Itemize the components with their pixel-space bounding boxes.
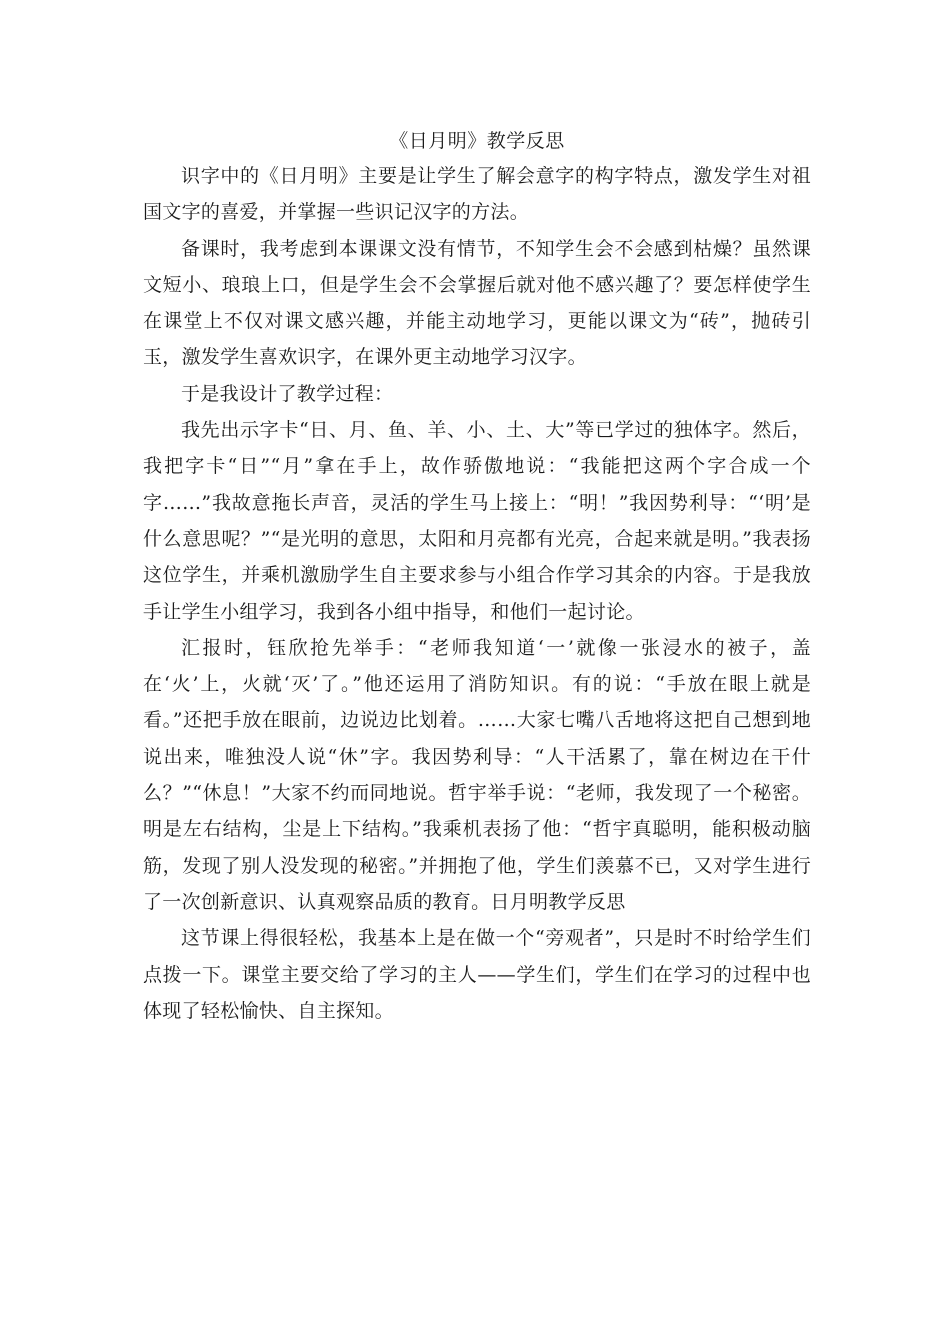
paragraph-process: 我先出示字卡“日、月、鱼、羊、小、土、大”等已学过的独体字。然后，我把字卡“日”“月”拿在手上，故作骄傲地说：“我能把这两个字合成一个字……”我故意拖长声音，灵活的学生马上接上：“明！”我因势利导：“‘明’是什么意思呢？”“是光明的意思，太阳和月亮都有光亮，合起来就是明。”我表扬这位学生，并乘机激励学生自主要求参与小组合作学习其余的内容。于是我放手让学生小组学习，我到各小组中指导，和他们一起讨论。 (143, 419, 811, 623)
document-body (143, 124, 811, 1029)
paragraph-preparation: 备课时，我考虑到本课课文没有情节，不知学生会不会感到枯燥？虽然课文短小、琅琅上口，但是学生会不会掌握后就对他不感兴趣了？要怎样使学生在课堂上不仅对课文感兴趣，并能主动地学习，更能以课文为“砖”，抛砖引玉，激发学生喜欢识字，在课外更主动地学习汉字。 (143, 237, 811, 369)
document-title: 《日月明》教学反思 (389, 130, 565, 152)
paragraph-summary: 这节课上得很轻松，我基本上是在做一个“旁观者”，只是时不时给学生们点拨一下。课堂主要交给了学习的主人——学生们，学生们在学习的过程中也体现了轻松愉快、自主探知。 (143, 927, 811, 1022)
paragraph-design: 于是我设计了教学过程： (181, 382, 394, 405)
paragraph-intro: 识字中的《日月明》主要是让学生了解会意字的构字特点，激发学生对祖国文字的喜爱，并掌握一些识记汉字的方法。 (143, 165, 811, 224)
paragraph-report: 汇报时，钰欣抢先举手：“老师我知道‘一’就像一张浸水的被子，盖在‘火’上，火就‘灭’了。”他还运用了消防知识。有的说：“手放在眼上就是看。”还把手放在眼前，边说边比划着。……大家七嘴八舌地将这把自己想到地说出来，唯独没人说“休”字。我因势利导：“人干活累了，靠在树边在干什么？”“休息！”大家不约而同地说。哲宇举手说：“老师，我发现了一个秘密。明是左右结构，尘是上下结构。”我乘机表扬了他：“哲宇真聪明，能积极动脑筋，发现了别人没发现的秘密。”并拥抱了他，学生们羡慕不已，又对学生进行了一次创新意识、认真观察品质的教育。日月明教学反思 (143, 636, 811, 913)
